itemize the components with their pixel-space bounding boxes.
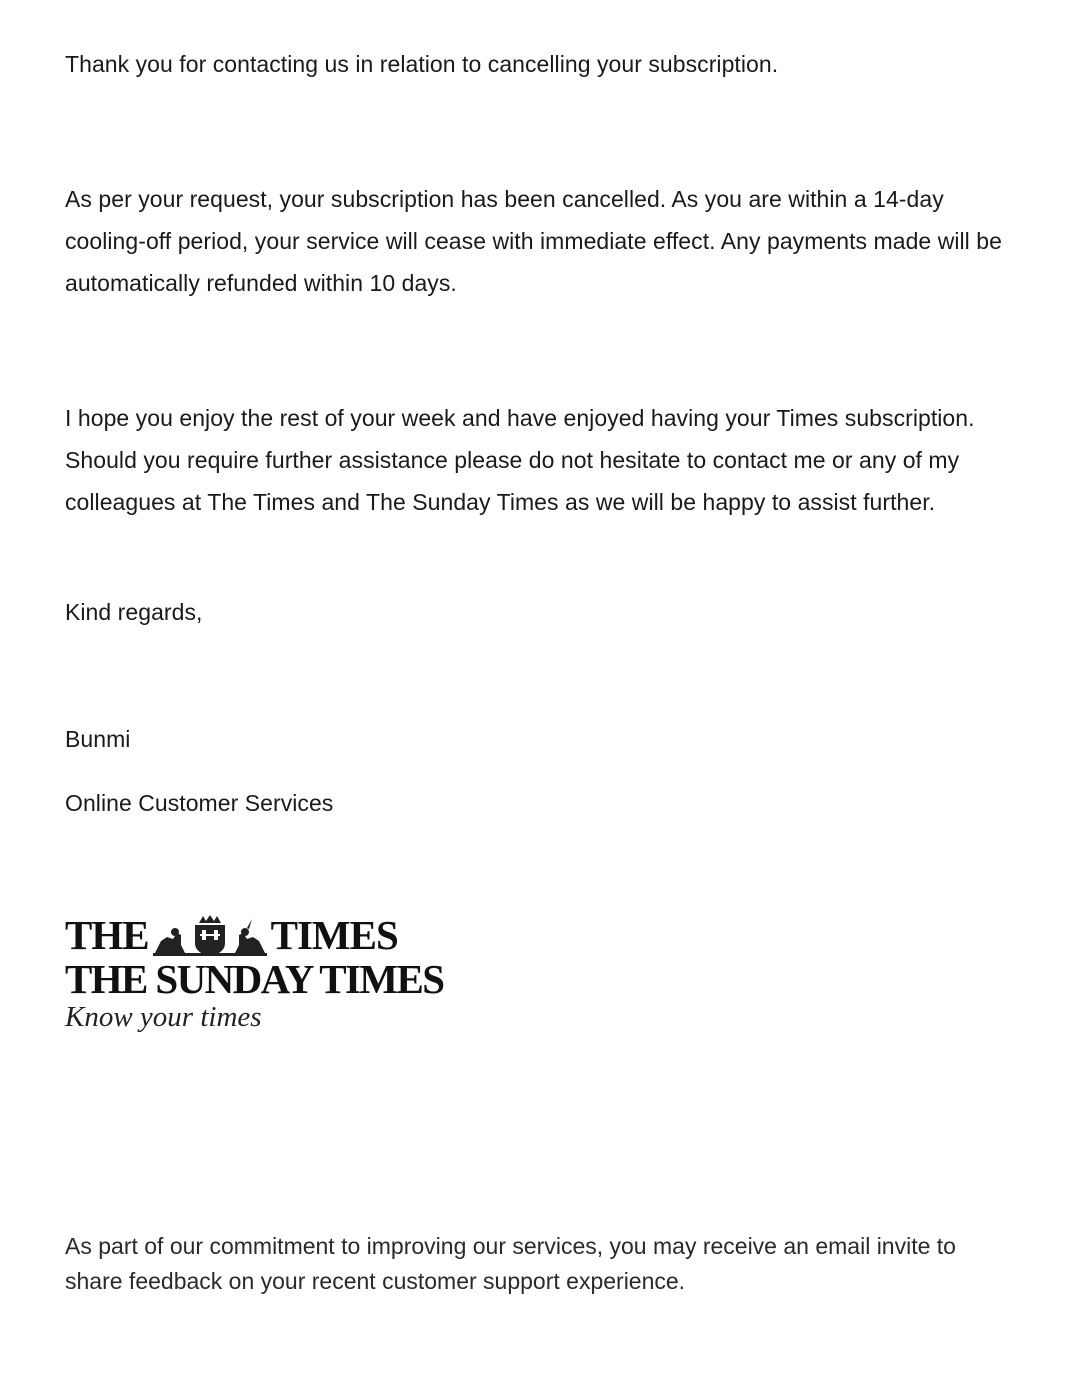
cancellation-paragraph: As per your request, your subscription has been cancelled. As you are within a 14-day cooling-off period, your service will cease with immediate effect. Any payments made will be automatically refunded within 10 days.	[65, 186, 1002, 296]
sender-name: Bunmi	[65, 726, 131, 752]
feedback-note: As part of our commitment to improving our services, you may receive an email invite to share feedback on your recent customer support experience.	[65, 1233, 956, 1294]
sign-off: Kind regards,	[65, 599, 203, 625]
logo-the: THE	[65, 912, 149, 958]
sender-department: Online Customer Services	[65, 790, 334, 816]
royal-crest-icon	[151, 915, 269, 957]
the-sunday-times-wordmark: THE SUNDAY TIMES	[65, 956, 444, 1002]
closing-paragraph: I hope you enjoy the rest of your week and have enjoyed having your Times subscription. Should you require further assistance please do not hesitate to contact me or any of my colleagues at The Times and The Sunday Times as we will be happy to assist further.	[65, 405, 975, 515]
greeting-line: Thank you for contacting us in relation to cancelling your subscription.	[65, 51, 779, 77]
times-logo	[65, 905, 445, 1040]
the-times-wordmark	[65, 913, 398, 957]
logo-tagline: Know your times	[65, 1001, 262, 1033]
logo-times: TIMES	[270, 912, 398, 958]
